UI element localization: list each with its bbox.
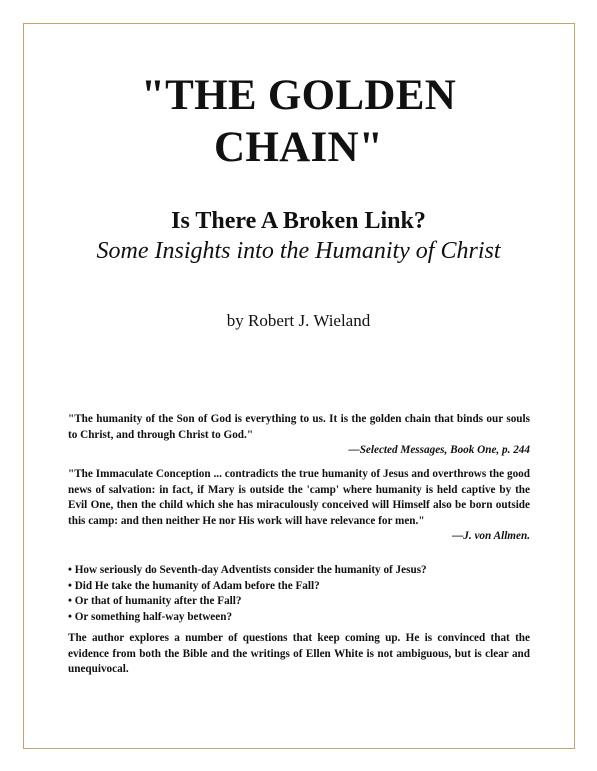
quote-1 xyxy=(68,412,530,459)
list-item: • Did He take the humanity of Adam before the Fall? xyxy=(68,579,320,592)
question-list xyxy=(68,563,530,625)
closing-paragraph: The author explores a number of questions that keep coming up. He is convinced that the evidence from both the Bible and the writings of Ellen White is not ambiguous, but is clear and unequivocal. xyxy=(68,632,530,676)
list-item: • Or that of humanity after the Fall? xyxy=(68,595,242,608)
quote-1-attribution: —Selected Messages, Book One, p. 244 xyxy=(348,444,530,457)
quote-2-attribution: —J. von Allmen. xyxy=(452,530,530,543)
author-line: by Robert J. Wieland xyxy=(226,311,371,330)
subtitle-italic: Some Insights into the Humanity of Christ xyxy=(96,238,501,264)
quote-2 xyxy=(68,467,530,545)
list-item: • Or something half-way between? xyxy=(68,610,233,623)
quote-2-text: "The Immaculate Conception ... contradicts the true humanity of Jesus and overthrows the good news of salvation: in fact, if Mary is outside the 'camp' where humanity is held captive by the Evil One, then the child which she has miraculously conceived will Himself also be born outside this camp: and then neither He nor His work will have relevance for men." xyxy=(68,468,530,527)
title-line-2: CHAIN" xyxy=(213,124,383,171)
title-line-1: "THE GOLDEN xyxy=(140,72,457,119)
document-title xyxy=(60,70,537,174)
list-item: • How seriously do Seventh-day Adventists consider the humanity of Jesus? xyxy=(68,564,427,576)
quote-1-text: "The humanity of the Son of God is everything to us. It is the golden chain that binds our souls to Christ, and through Christ to God." xyxy=(68,413,530,441)
subtitle: Is There A Broken Link? xyxy=(171,208,426,234)
